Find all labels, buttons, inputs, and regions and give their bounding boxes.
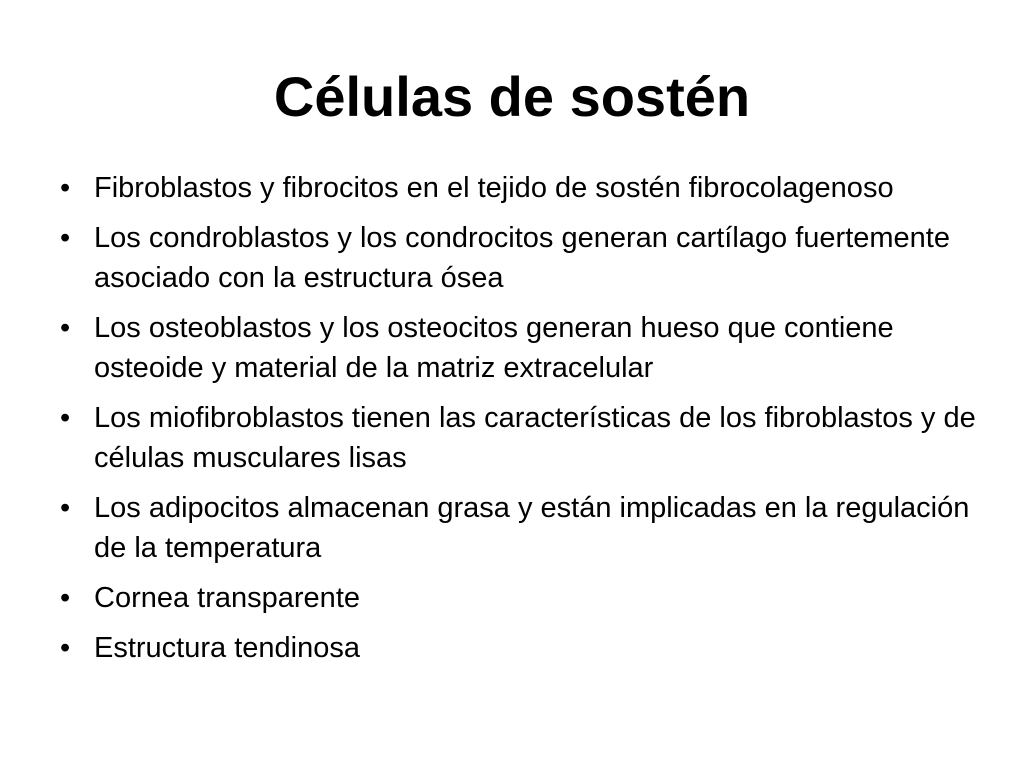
slide-title: Células de sostén <box>273 65 751 128</box>
bullet-item <box>60 578 980 618</box>
bullet-icon: • <box>60 172 71 204</box>
bullet-text: Estructura tendinosa <box>94 632 360 664</box>
bullet-text: Los adipocitos almacenan grasa y están implicadas en la regulación de la temperatura <box>94 492 970 564</box>
bullet-item <box>60 488 980 568</box>
bullet-icon: • <box>60 312 71 344</box>
bullet-icon: • <box>60 222 71 254</box>
bullet-item <box>60 628 980 668</box>
bullet-icon: • <box>60 492 71 524</box>
bullet-item <box>60 218 980 298</box>
bullet-text: Cornea transparente <box>94 582 360 614</box>
bullet-icon: • <box>60 582 71 614</box>
bullet-item <box>60 398 980 478</box>
bullet-item <box>60 308 980 388</box>
bullet-icon: • <box>60 632 71 664</box>
bullet-icon: • <box>60 402 71 434</box>
bullet-text: Los condroblastos y los condrocitos generan cartílago fuertemente asociado con la estructura ósea <box>94 222 950 294</box>
bullet-text: Los miofibroblastos tienen las características de los fibroblastos y de células musculares lisas <box>94 402 976 474</box>
bullet-text: Los osteoblastos y los osteocitos generan hueso que contiene osteoide y material de la matriz extracelular <box>94 312 894 384</box>
bullet-list <box>60 168 980 678</box>
bullet-item <box>60 168 980 208</box>
bullet-text: Fibroblastos y fibrocitos en el tejido de sostén fibrocolagenoso <box>94 172 894 204</box>
